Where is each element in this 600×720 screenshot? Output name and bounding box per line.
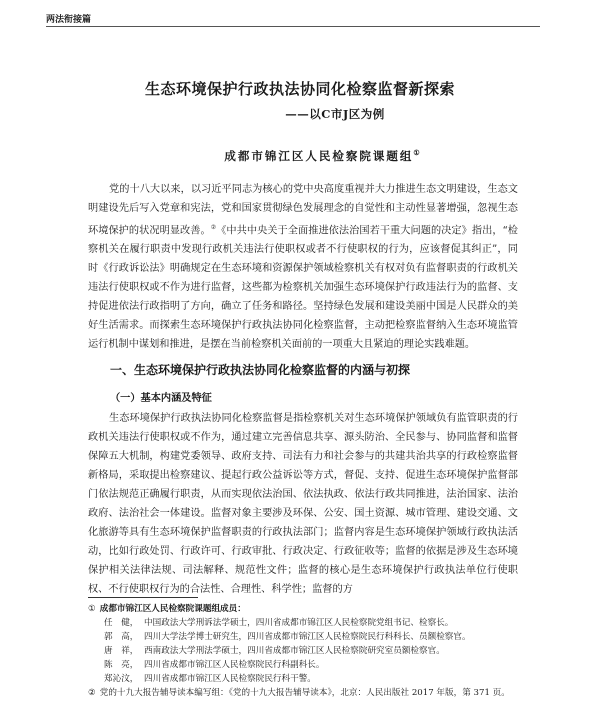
footnote-member [88, 616, 528, 630]
author-note-mark: ① [413, 148, 420, 158]
intro-text-part1: 党的十八大以来，以习近平同志为核心的党中央高度重视并大力推进生态文明建设，生态文明建设先后写入党章和宪法，党和国家贯彻绿色发展理念的自觉性和主动性显著增强，忽视生态环境保护的状况明显改善。 [88, 184, 518, 237]
member-name: 郭 高， [104, 632, 139, 642]
footnote-member [88, 672, 528, 686]
member-name: 任 健， [104, 618, 139, 628]
intro-text-part2: 《中共中央关于全面推进依法治国若干重大问题的决定》指出，“检察机关在履行职责中发现行政机关违法行使职权或者不行使职权的行为，应该督促其纠正”，同时《行政诉讼法》明确规定在生态环境和资源保护领域检察机关有权对负有监督职责的行政机关违法行使职权或不作为进行监督，这些都为检察机关加强生态环境保护行政违法行为的监督、支持促进依法行政指明了方向，确立了任务和路径。坚持绿色发展和建设美丽中国是人民群众的美好生活需求。而探索生态环境保护行政执法协同化检察监督，主动把检察监督纳入生态环境监管运行机制中谋划和推进，是摆在当前检察机关面前的一项重大且紧迫的理论实践难题。 [88, 225, 518, 351]
footnote-1-heading-text: 成都市锦江区人民检察院课题组成员： [99, 604, 246, 614]
footnote-member [88, 630, 528, 644]
member-desc: 中国政法大学刑诉法学硕士，四川省成都市锦江区人民检察院党组书记、检察长。 [144, 618, 454, 628]
member-desc: 四川省成都市锦江区人民检察院民行科副科长。 [144, 660, 325, 670]
article-title: 生态环境保护行政执法协同化检察监督新探索 [144, 80, 455, 98]
member-desc: 四川省成都市锦江区人民检察院民行科干警。 [144, 674, 316, 684]
footnote-2-text: 党的十九大报告辅导读本编写组：《党的十九大报告辅导读本》，北京：人民出版社 2017 年版，第 371 页。 [99, 688, 510, 698]
member-desc: 四川大学法学博士研究生，四川省成都市锦江区人民检察院民行科科长、员额检察官。 [144, 632, 471, 642]
author-name: 成都市锦江区人民检察院课题组 [224, 149, 414, 163]
section-heading: 一、生态环境保护行政执法协同化检察监督的内涵与初探 [110, 363, 411, 377]
definition-paragraph [88, 409, 518, 599]
footnote-member [88, 644, 528, 658]
footnote-member [88, 658, 528, 672]
footnote-ref-2: ② [210, 224, 217, 231]
article-author [0, 148, 600, 164]
member-name: 唐 祥， [104, 646, 139, 656]
header-rule [46, 26, 540, 27]
article-subtitle: ——以C市J区为例 [285, 107, 385, 121]
footnote-rule [88, 597, 198, 598]
member-name: 郑沁汶， [104, 674, 139, 684]
member-desc: 西南政法大学刑法学硕士，四川省成都市锦江区人民检察院研究室员额检察官。 [144, 646, 445, 656]
member-name: 陈 亮， [104, 660, 139, 670]
footnote-1-heading [88, 602, 528, 616]
subsection-heading: （一）基本内涵及特征 [110, 392, 212, 404]
footnote-2 [88, 686, 528, 700]
intro-paragraph [88, 180, 518, 354]
definition-text: 生态环境保护行政执法协同化检察监督是指检察机关对生态环境保护领域负有监管职责的行政机关违法行使职权或不作为，通过建立完善信息共享、源头防治、全民参与、协同监督和监督保障五大机制，构建党委领导、政府支持、司法有力和社会参与的共建共治共享的行政检察监督新格局，采取提出检察建议、提起行政公益诉讼等方式，督促、支持、促进生态环境保护监督部门依法规范正确履行职责，从而实现依法治国、依法执政、依法行政共同推进，法治国家、法治政府、法治社会一体建设。监督对象主要涉及环保、公安、国土资源、城市管理、建设交通、文化旅游等具有生态环境保护监督职责的行政执法部门；监督内容是生态环境保护领域行政执法活动，比如行政处罚、行政许可、行政审批、行政决定、行政征收等；监督的依据是涉及生态环境保护相关法律法规、司法解释、规范性文件；监督的核心是生态环境保护行政执法单位行使职权、不行使职权行为的合法性、合理性、科学性；监督的方 [88, 413, 518, 595]
running-header: 两法衔接篇 [46, 15, 92, 25]
footnotes [88, 602, 528, 700]
footnote-1-mark: ① [88, 604, 96, 614]
footnote-2-mark: ② [88, 688, 96, 698]
